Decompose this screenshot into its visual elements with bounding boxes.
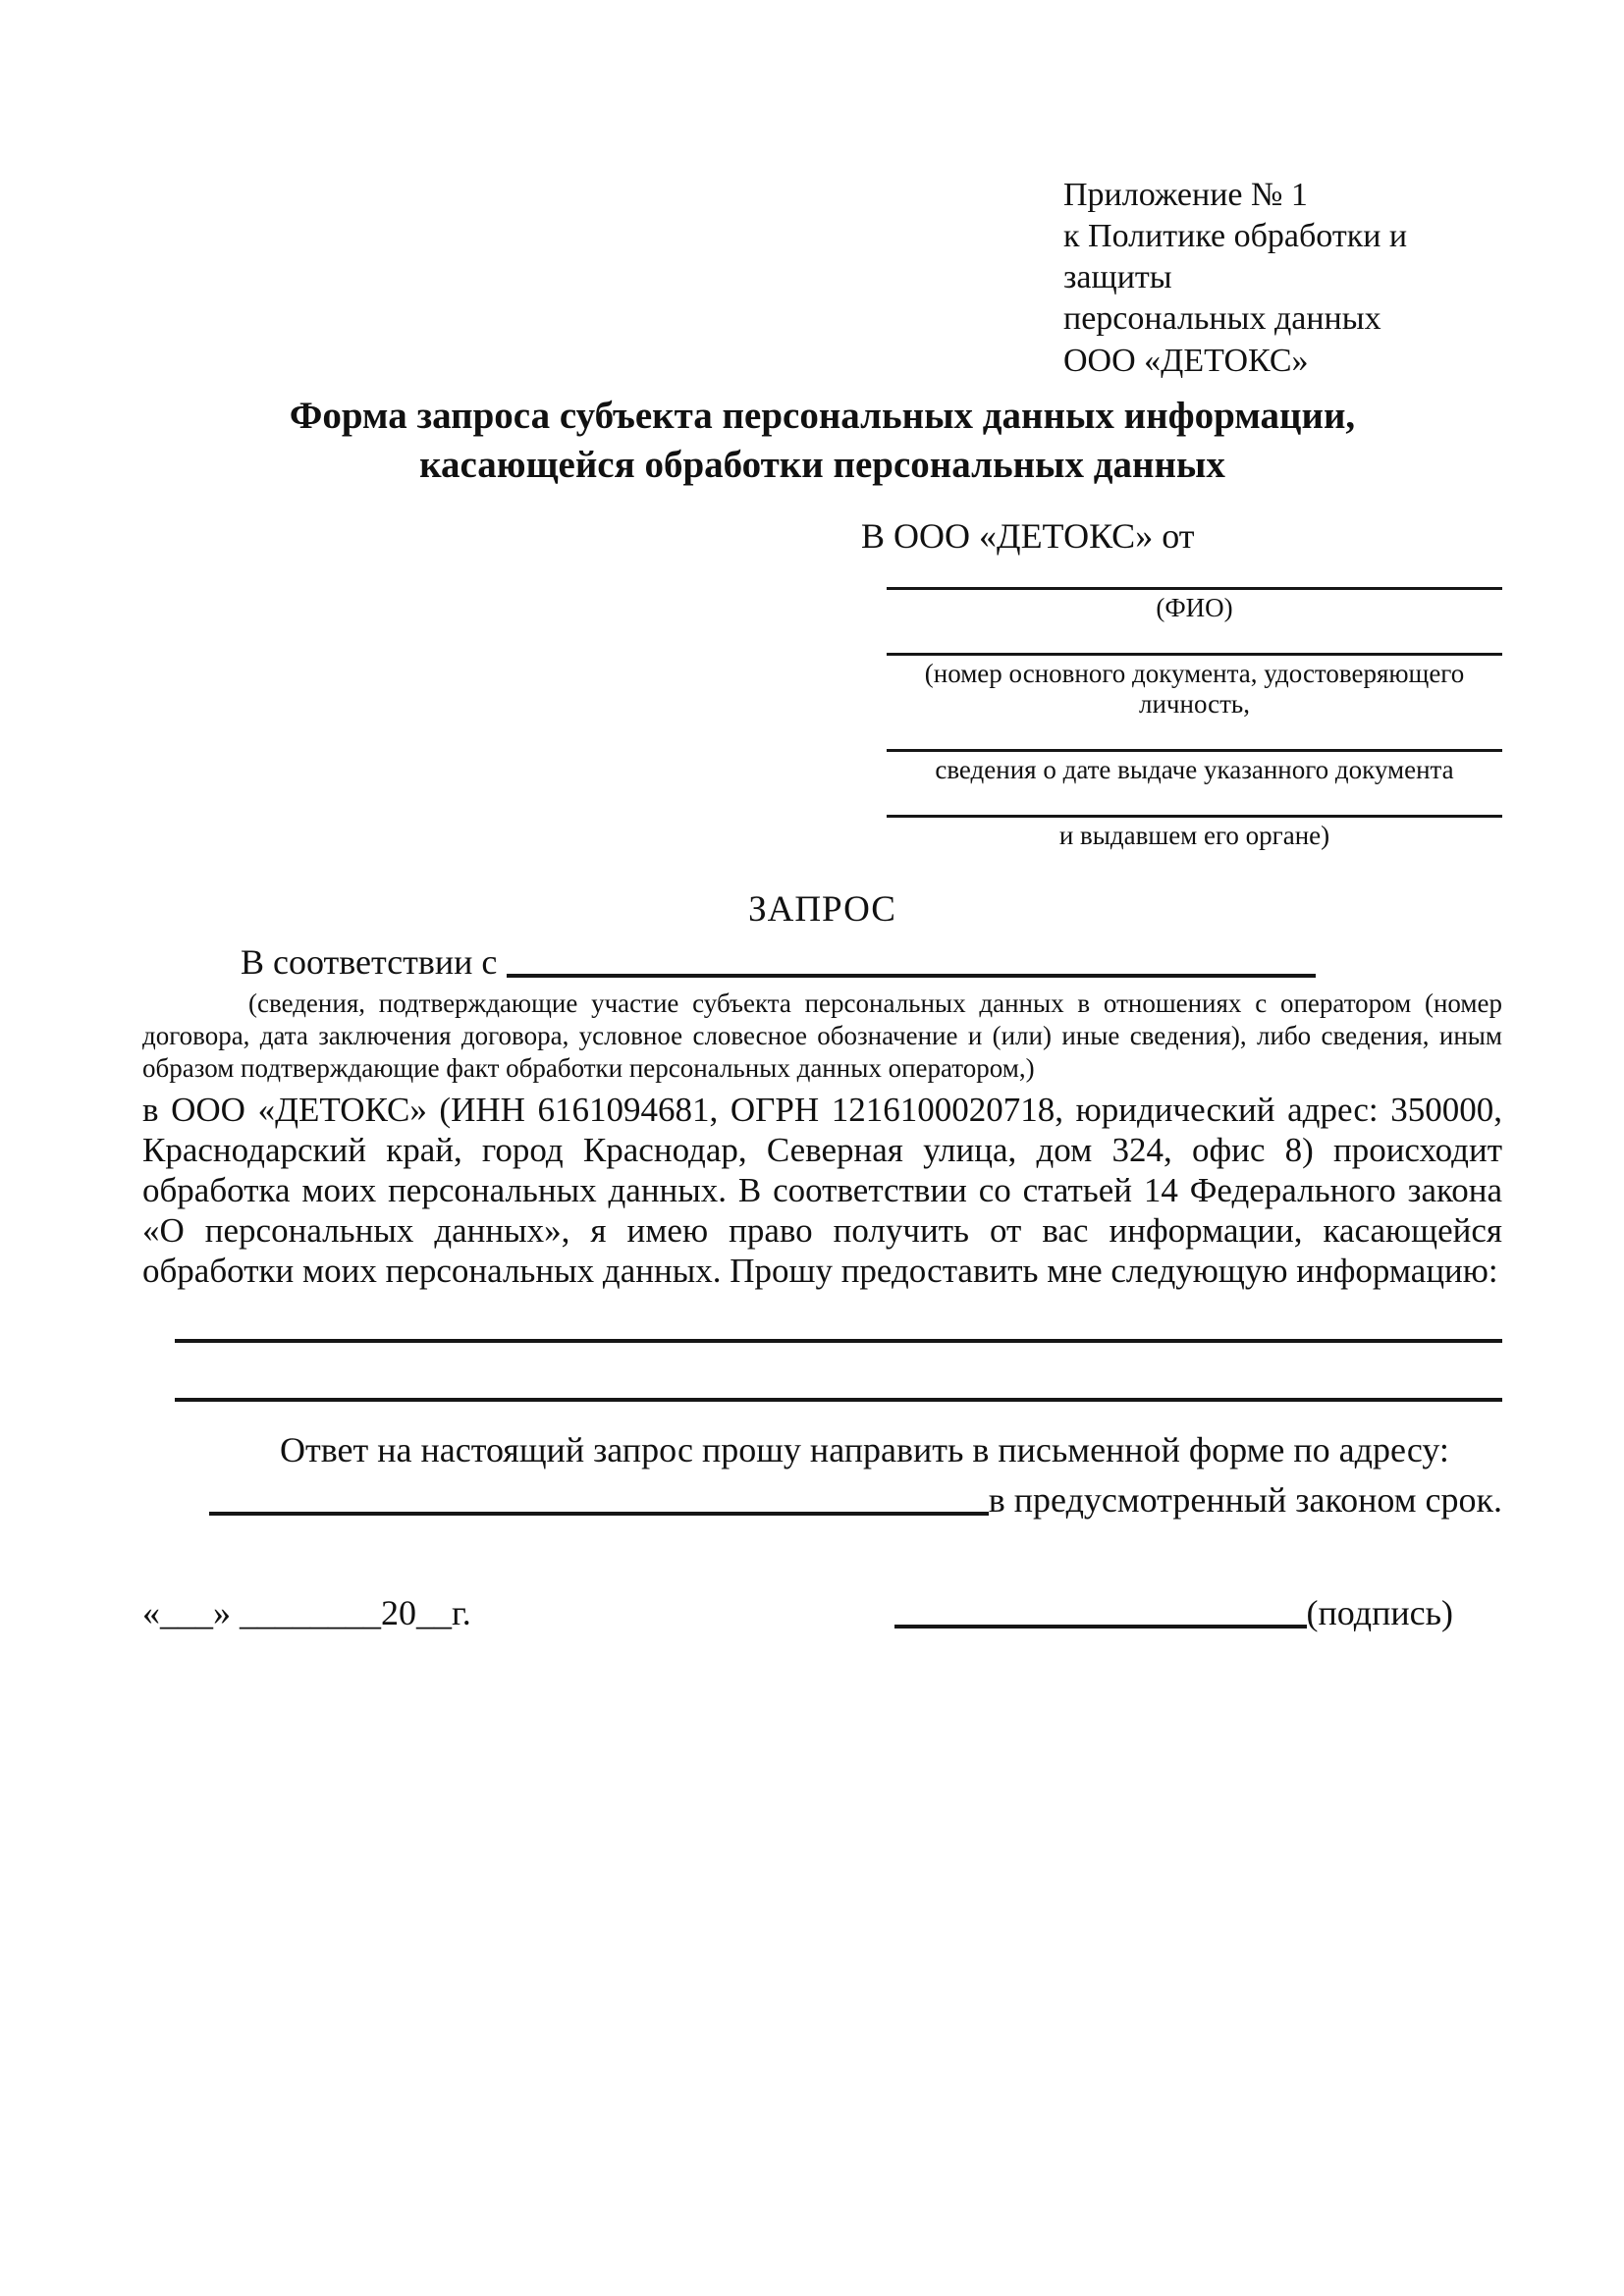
accordance-prefix: В соответствии с bbox=[241, 942, 498, 983]
form-title-line-1: Форма запроса субъекта персональных данных информации, bbox=[289, 394, 1356, 437]
appendix-line-1: Приложение № 1 bbox=[1063, 177, 1308, 213]
fio-blank-line bbox=[887, 558, 1502, 590]
issue-date-field bbox=[887, 720, 1502, 785]
appendix-line-3: персональных данных bbox=[1063, 300, 1381, 338]
fio-field bbox=[887, 558, 1502, 623]
document-number-blank-line bbox=[887, 623, 1502, 656]
issue-date-caption: сведения о дате выдаче указанного документа bbox=[935, 754, 1454, 784]
appendix-line-2: к Политике обработки и защиты bbox=[1063, 218, 1408, 296]
issuing-authority-field bbox=[887, 785, 1502, 851]
address-blank-line bbox=[209, 1512, 989, 1516]
signature-caption: (подпись) bbox=[1306, 1593, 1453, 1633]
form-title-line-2: касающейся обработки персональных данных bbox=[419, 443, 1225, 486]
reply-suffix: в предусмотренный законом срок. bbox=[988, 1480, 1502, 1521]
document-number-caption: (номер основного документа, удостоверяющего личность, bbox=[924, 658, 1465, 719]
signature-area bbox=[894, 1592, 1453, 1634]
request-heading: ЗАПРОС bbox=[748, 889, 896, 931]
info-blank-line-1 bbox=[175, 1339, 1502, 1343]
appendix-line-4: ООО «ДЕТОКС» bbox=[1063, 342, 1309, 379]
reply-sentence: Ответ на настоящий запрос прошу направить в письменной форме по адресу: bbox=[280, 1429, 1449, 1469]
addressee-line: В ООО «ДЕТОКС» от bbox=[861, 515, 1195, 556]
form-title bbox=[142, 392, 1502, 490]
info-blank-line-2 bbox=[175, 1398, 1502, 1402]
accordance-row bbox=[142, 942, 1316, 983]
date-signature-row bbox=[142, 1592, 1502, 1634]
date-line: «___» ________20__г. bbox=[142, 1593, 471, 1633]
reply-address-row bbox=[142, 1479, 1502, 1522]
body-paragraph: в ООО «ДЕТОКС» (ИНН 6161094681, ОГРН 1216100020718, юридический адрес: 350000, Краснодарский край, город Краснодар, Северная улица, дом 324, офис 8) происходит обработка моих персональных данных. В соответствии со статьей 14 Федерального закона «О персональных данных», я имею право получить от вас информации, касающейся обработки моих персональных данных. Прошу предоставить мне следующую информацию: bbox=[142, 1091, 1502, 1290]
signature-blank-line bbox=[894, 1625, 1307, 1629]
issuing-authority-caption: и выдавшем его органе) bbox=[1058, 820, 1330, 850]
accordance-blank-line bbox=[507, 974, 1316, 978]
accordance-caption: (сведения, подтверждающие участие субъекта персональных данных в отношениях с оператором (номер договора, дата заключения договора, условное словесное обозначение и (или) иные сведения), либо сведения, иным образом подтверждающие факт обработки персональных данных оператором,) bbox=[142, 988, 1502, 1084]
issue-date-blank-line bbox=[887, 720, 1502, 752]
document-number-field bbox=[887, 623, 1502, 720]
appendix-header bbox=[1063, 175, 1502, 382]
fio-caption: (ФИО) bbox=[1156, 592, 1233, 622]
issuing-authority-blank-line bbox=[887, 785, 1502, 818]
